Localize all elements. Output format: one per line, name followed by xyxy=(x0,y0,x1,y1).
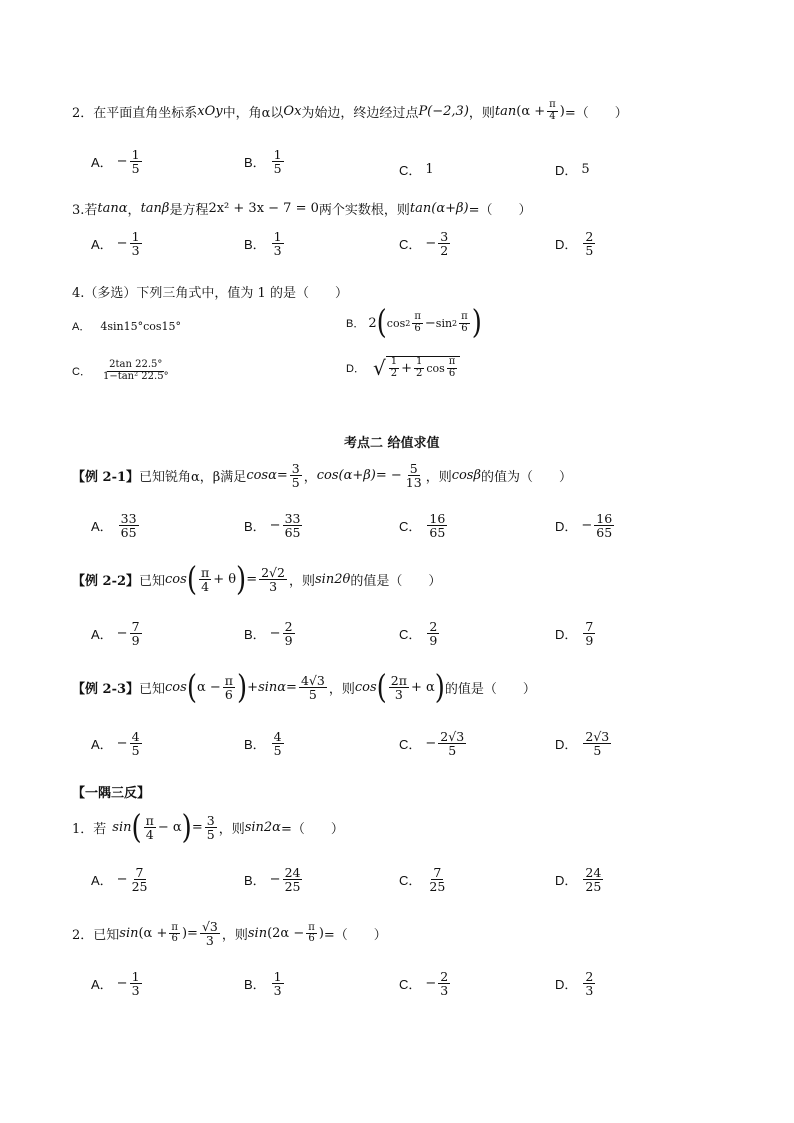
q4-option-a[interactable]: A． 4sin15°cos15° xyxy=(72,319,182,333)
option-a[interactable]: A． − $\frac{4}{5}$ xyxy=(91,729,140,759)
option-a[interactable]: A． $\frac{33}{65}$ xyxy=(91,511,137,541)
option-d[interactable]: D． 5 xyxy=(555,162,590,178)
option-d[interactable]: D． $\frac{2√3}{5}$ xyxy=(555,729,610,759)
option-a[interactable]: A． − $\frac{7}{9}$ xyxy=(91,619,140,649)
practice-1-options xyxy=(91,866,711,906)
option-c[interactable]: C． − $\frac{2}{3}$ xyxy=(399,969,449,999)
example-2-1-options xyxy=(91,512,711,552)
example-2-3-stem: 【例 2-3】 已知 cos ( α − $\frac{\pi}{6}$ ) + sinα = $\frac{4√3}{5}$ ，则 cos ( $\frac{2\pi}{3}$ + α ) 的值是（ ） xyxy=(72,668,536,707)
option-b[interactable]: B． − $\frac{24}{25}$ xyxy=(244,865,301,895)
practice-2-stem: 2．已知 sin (α + $\frac{\pi}{6}$ ) = $\frac{√3}{3}$ ，则 sin (2α − $\frac{\pi}{6}$ ) =（ ） xyxy=(72,919,387,949)
option-b[interactable]: B． − $\frac{33}{65}$ xyxy=(244,511,301,541)
example-2-1-stem: 【例 2-1】 已知锐角α，β满足 cosα = $\frac{3}{5}$ ， cos(α+β) = − $\frac{5}{13}$ ，则 cosβ 的值为（ ） xyxy=(72,461,573,491)
practice-heading: 【一隅三反】 xyxy=(72,786,151,801)
option-d[interactable]: D． $\frac{24}{25}$ xyxy=(555,865,602,895)
q4-option-c[interactable]: C． $\frac{2\tan 22.5^\circ}{\text{1−tan² 22.5°}}$ xyxy=(72,359,169,382)
question-3-options xyxy=(91,230,711,270)
option-c[interactable]: C． $\frac{16}{65}$ xyxy=(399,511,446,541)
option-a[interactable]: A． − $\frac{1}{3}$ xyxy=(91,229,140,259)
option-b[interactable]: B． − $\frac{2}{9}$ xyxy=(244,619,293,649)
option-a[interactable]: A． − $\frac{1}{5}$ xyxy=(91,147,140,177)
option-b[interactable]: B． $\frac{4}{5}$ xyxy=(244,729,282,759)
practice-2-options xyxy=(91,970,711,1010)
option-c[interactable]: C． 1 xyxy=(399,162,434,178)
q4-option-d[interactable]: D． √ $\frac{1}{2}$ + $\frac{1}{2}$ cos $\frac{\pi}{6}$ xyxy=(346,356,460,380)
section-title: 考点二 给值求值 xyxy=(344,436,440,451)
practice-1-stem: 1．若 sin ( $\frac{\pi}{4}$ − α ) = $\frac{3}{5}$ ，则 sin2α =（ ） xyxy=(72,808,344,847)
example-2-2-stem: 【例 2-2】 已知 cos ( $\frac{\pi}{4}$ + θ ) = $\frac{2√2}{3}$ ，则 sin2θ 的值是（ ） xyxy=(72,560,442,599)
option-d[interactable]: D． $\frac{2}{5}$ xyxy=(555,229,594,259)
option-c[interactable]: C． $\frac{2}{9}$ xyxy=(399,619,438,649)
option-b[interactable]: B． $\frac{1}{5}$ xyxy=(244,147,282,177)
option-d[interactable]: D． $\frac{7}{9}$ xyxy=(555,619,594,649)
question-4-stem: 4.（多选）下列三角式中，值为 1 的是（ ） xyxy=(72,286,348,301)
example-2-2-options xyxy=(91,620,711,660)
question-2-stem: 2． 在平面直角坐标系 xOy 中，角α以 Ox 为始边，终边经过点 P(−2,3) ，则 tan (α + $\frac{\pi}{4}$ ) =（ ） xyxy=(72,99,628,122)
question-3-stem: 3.若 tanα ， tanβ 是方程 2x² + 3x − 7 = 0 两个实数根，则 tan(α+β) =（ ） xyxy=(72,201,532,218)
option-d[interactable]: D． − $\frac{16}{65}$ xyxy=(555,511,613,541)
q4-option-b[interactable]: B． 2 ( cos 2 $\frac{\pi}{6}$ − sin 2 $\frac{\pi}{6}$ ) xyxy=(346,304,482,342)
option-c[interactable]: C． $\frac{7}{25}$ xyxy=(399,865,446,895)
option-b[interactable]: B． $\frac{1}{3}$ xyxy=(244,969,282,999)
option-c[interactable]: C． − $\frac{2√3}{5}$ xyxy=(399,729,465,759)
example-2-3-options xyxy=(91,730,711,770)
option-a[interactable]: A． − $\frac{7}{25}$ xyxy=(91,865,148,895)
option-a[interactable]: A． − $\frac{1}{3}$ xyxy=(91,969,140,999)
option-d[interactable]: D． $\frac{2}{3}$ xyxy=(555,969,594,999)
option-b[interactable]: B． $\frac{1}{3}$ xyxy=(244,229,282,259)
option-c[interactable]: C． − $\frac{3}{2}$ xyxy=(399,229,449,259)
